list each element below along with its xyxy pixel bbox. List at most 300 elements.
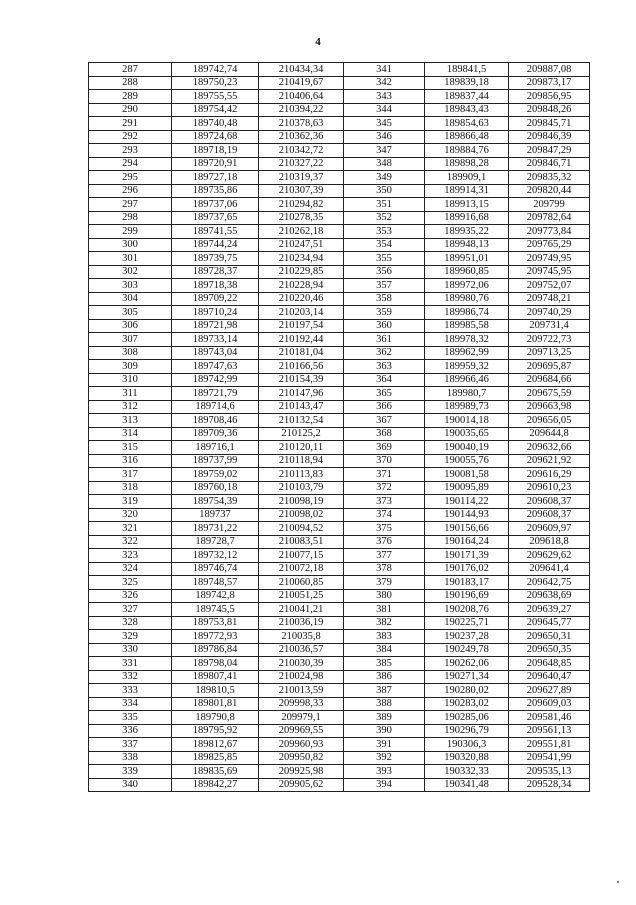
point-number-cell: 387 bbox=[344, 684, 425, 698]
y-coordinate-cell: 209638,69 bbox=[509, 589, 590, 603]
x-coordinate-cell: 189854,63 bbox=[425, 117, 509, 131]
y-coordinate-cell: 209644,8 bbox=[509, 427, 590, 441]
point-number-cell: 385 bbox=[344, 657, 425, 671]
point-number-cell: 306 bbox=[89, 319, 172, 333]
table-row bbox=[89, 427, 590, 441]
x-coordinate-cell: 189735,86 bbox=[172, 184, 259, 198]
y-coordinate-cell: 210419,67 bbox=[259, 76, 344, 90]
point-number-cell: 309 bbox=[89, 360, 172, 374]
y-coordinate-cell: 209835,32 bbox=[509, 171, 590, 185]
x-coordinate-cell: 190081,58 bbox=[425, 468, 509, 482]
y-coordinate-cell: 210197,54 bbox=[259, 319, 344, 333]
y-coordinate-cell: 210166,56 bbox=[259, 360, 344, 374]
y-coordinate-cell: 209551,81 bbox=[509, 738, 590, 752]
x-coordinate-cell: 189914,31 bbox=[425, 184, 509, 198]
x-coordinate-cell: 189724,68 bbox=[172, 130, 259, 144]
table-row bbox=[89, 360, 590, 374]
x-coordinate-cell: 189710,24 bbox=[172, 306, 259, 320]
x-coordinate-cell: 189959,32 bbox=[425, 360, 509, 374]
point-number-cell: 335 bbox=[89, 711, 172, 725]
point-number-cell: 288 bbox=[89, 76, 172, 90]
y-coordinate-cell: 210342,72 bbox=[259, 144, 344, 158]
x-coordinate-cell: 189835,69 bbox=[172, 765, 259, 779]
point-number-cell: 333 bbox=[89, 684, 172, 698]
point-number-cell: 380 bbox=[344, 589, 425, 603]
table-row bbox=[89, 468, 590, 482]
y-coordinate-cell: 209610,23 bbox=[509, 481, 590, 495]
x-coordinate-cell: 189744,24 bbox=[172, 238, 259, 252]
x-coordinate-cell: 189978,32 bbox=[425, 333, 509, 347]
x-coordinate-cell: 189716,1 bbox=[172, 441, 259, 455]
point-number-cell: 370 bbox=[344, 454, 425, 468]
y-coordinate-cell: 209752,07 bbox=[509, 279, 590, 293]
table-row bbox=[89, 616, 590, 630]
x-coordinate-cell: 189884,76 bbox=[425, 144, 509, 158]
y-coordinate-cell: 209749,95 bbox=[509, 252, 590, 266]
x-coordinate-cell: 189720,91 bbox=[172, 157, 259, 171]
point-number-cell: 360 bbox=[344, 319, 425, 333]
point-number-cell: 320 bbox=[89, 508, 172, 522]
table-row bbox=[89, 576, 590, 590]
x-coordinate-cell: 190280,02 bbox=[425, 684, 509, 698]
x-coordinate-cell: 189772,93 bbox=[172, 630, 259, 644]
point-number-cell: 321 bbox=[89, 522, 172, 536]
point-number-cell: 353 bbox=[344, 225, 425, 239]
point-number-cell: 326 bbox=[89, 589, 172, 603]
x-coordinate-cell: 189742,74 bbox=[172, 63, 259, 77]
y-coordinate-cell: 209846,71 bbox=[509, 157, 590, 171]
x-coordinate-cell: 190014,18 bbox=[425, 414, 509, 428]
point-number-cell: 329 bbox=[89, 630, 172, 644]
x-coordinate-cell: 189951,01 bbox=[425, 252, 509, 266]
table-row bbox=[89, 711, 590, 725]
x-coordinate-cell: 189790,8 bbox=[172, 711, 259, 725]
y-coordinate-cell: 210072,18 bbox=[259, 562, 344, 576]
point-number-cell: 366 bbox=[344, 400, 425, 414]
x-coordinate-cell: 190341,48 bbox=[425, 778, 509, 792]
point-number-cell: 296 bbox=[89, 184, 172, 198]
table-row bbox=[89, 643, 590, 657]
x-coordinate-cell: 190176,02 bbox=[425, 562, 509, 576]
x-coordinate-cell: 189748,57 bbox=[172, 576, 259, 590]
y-coordinate-cell: 209609,97 bbox=[509, 522, 590, 536]
x-coordinate-cell: 189839,18 bbox=[425, 76, 509, 90]
x-coordinate-cell: 190035,65 bbox=[425, 427, 509, 441]
point-number-cell: 341 bbox=[344, 63, 425, 77]
y-coordinate-cell: 210147,96 bbox=[259, 387, 344, 401]
x-coordinate-cell: 189810,5 bbox=[172, 684, 259, 698]
x-coordinate-cell: 189737,06 bbox=[172, 198, 259, 212]
table-row bbox=[89, 346, 590, 360]
x-coordinate-cell: 189972,06 bbox=[425, 279, 509, 293]
table-row bbox=[89, 657, 590, 671]
point-number-cell: 361 bbox=[344, 333, 425, 347]
table-row bbox=[89, 508, 590, 522]
x-coordinate-cell: 189795,92 bbox=[172, 724, 259, 738]
y-coordinate-cell: 209695,87 bbox=[509, 360, 590, 374]
table-row bbox=[89, 76, 590, 90]
point-number-cell: 323 bbox=[89, 549, 172, 563]
point-number-cell: 369 bbox=[344, 441, 425, 455]
y-coordinate-cell: 210327,22 bbox=[259, 157, 344, 171]
y-coordinate-cell: 209873,17 bbox=[509, 76, 590, 90]
y-coordinate-cell: 209846,39 bbox=[509, 130, 590, 144]
point-number-cell: 289 bbox=[89, 90, 172, 104]
y-coordinate-cell: 210132,54 bbox=[259, 414, 344, 428]
x-coordinate-cell: 189986,74 bbox=[425, 306, 509, 320]
y-coordinate-cell: 209969,55 bbox=[259, 724, 344, 738]
table-row bbox=[89, 697, 590, 711]
y-coordinate-cell: 209847,29 bbox=[509, 144, 590, 158]
table-row bbox=[89, 198, 590, 212]
y-coordinate-cell: 209608,37 bbox=[509, 508, 590, 522]
y-coordinate-cell: 209656,05 bbox=[509, 414, 590, 428]
y-coordinate-cell: 209740,29 bbox=[509, 306, 590, 320]
point-number-cell: 307 bbox=[89, 333, 172, 347]
point-number-cell: 382 bbox=[344, 616, 425, 630]
x-coordinate-cell: 189714,6 bbox=[172, 400, 259, 414]
y-coordinate-cell: 209632,66 bbox=[509, 441, 590, 455]
y-coordinate-cell: 210203,14 bbox=[259, 306, 344, 320]
point-number-cell: 301 bbox=[89, 252, 172, 266]
point-number-cell: 383 bbox=[344, 630, 425, 644]
point-number-cell: 319 bbox=[89, 495, 172, 509]
y-coordinate-cell: 209648,85 bbox=[509, 657, 590, 671]
table-row bbox=[89, 171, 590, 185]
y-coordinate-cell: 210125,2 bbox=[259, 427, 344, 441]
x-coordinate-cell: 190237,28 bbox=[425, 630, 509, 644]
point-number-cell: 357 bbox=[344, 279, 425, 293]
y-coordinate-cell: 209856,95 bbox=[509, 90, 590, 104]
y-coordinate-cell: 209799 bbox=[509, 198, 590, 212]
table-row bbox=[89, 265, 590, 279]
y-coordinate-cell: 209731,4 bbox=[509, 319, 590, 333]
table-row bbox=[89, 292, 590, 306]
y-coordinate-cell: 209616,29 bbox=[509, 468, 590, 482]
x-coordinate-cell: 189801,81 bbox=[172, 697, 259, 711]
table-row bbox=[89, 387, 590, 401]
table-row bbox=[89, 157, 590, 171]
y-coordinate-cell: 209639,27 bbox=[509, 603, 590, 617]
x-coordinate-cell: 189721,98 bbox=[172, 319, 259, 333]
x-coordinate-cell: 190285,06 bbox=[425, 711, 509, 725]
y-coordinate-cell: 209629,62 bbox=[509, 549, 590, 563]
point-number-cell: 352 bbox=[344, 211, 425, 225]
x-coordinate-cell: 189962,99 bbox=[425, 346, 509, 360]
table-row bbox=[89, 603, 590, 617]
y-coordinate-cell: 209650,31 bbox=[509, 630, 590, 644]
point-number-cell: 298 bbox=[89, 211, 172, 225]
point-number-cell: 308 bbox=[89, 346, 172, 360]
x-coordinate-cell: 189916,68 bbox=[425, 211, 509, 225]
point-number-cell: 392 bbox=[344, 751, 425, 765]
x-coordinate-cell: 189842,27 bbox=[172, 778, 259, 792]
y-coordinate-cell: 210143,47 bbox=[259, 400, 344, 414]
x-coordinate-cell: 189966,46 bbox=[425, 373, 509, 387]
y-coordinate-cell: 210220,46 bbox=[259, 292, 344, 306]
y-coordinate-cell: 209609,03 bbox=[509, 697, 590, 711]
point-number-cell: 359 bbox=[344, 306, 425, 320]
y-coordinate-cell: 209748,21 bbox=[509, 292, 590, 306]
y-coordinate-cell: 209684,66 bbox=[509, 373, 590, 387]
x-coordinate-cell: 189731,22 bbox=[172, 522, 259, 536]
x-coordinate-cell: 189733,14 bbox=[172, 333, 259, 347]
y-coordinate-cell: 210036,57 bbox=[259, 643, 344, 657]
x-coordinate-cell: 190055,76 bbox=[425, 454, 509, 468]
table-row bbox=[89, 225, 590, 239]
y-coordinate-cell: 209535,13 bbox=[509, 765, 590, 779]
table-row bbox=[89, 630, 590, 644]
point-number-cell: 384 bbox=[344, 643, 425, 657]
y-coordinate-cell: 210307,39 bbox=[259, 184, 344, 198]
x-coordinate-cell: 190262,06 bbox=[425, 657, 509, 671]
point-number-cell: 348 bbox=[344, 157, 425, 171]
y-coordinate-cell: 210229,85 bbox=[259, 265, 344, 279]
point-number-cell: 393 bbox=[344, 765, 425, 779]
x-coordinate-cell: 190320,88 bbox=[425, 751, 509, 765]
point-number-cell: 358 bbox=[344, 292, 425, 306]
point-number-cell: 317 bbox=[89, 468, 172, 482]
point-number-cell: 350 bbox=[344, 184, 425, 198]
y-coordinate-cell: 210094,52 bbox=[259, 522, 344, 536]
table-row bbox=[89, 252, 590, 266]
y-coordinate-cell: 209541,99 bbox=[509, 751, 590, 765]
point-number-cell: 325 bbox=[89, 576, 172, 590]
y-coordinate-cell: 209773,84 bbox=[509, 225, 590, 239]
page-number: 4 bbox=[315, 36, 321, 48]
point-number-cell: 313 bbox=[89, 414, 172, 428]
x-coordinate-cell: 189746,74 bbox=[172, 562, 259, 576]
point-number-cell: 386 bbox=[344, 670, 425, 684]
y-coordinate-cell: 210035,8 bbox=[259, 630, 344, 644]
table-row bbox=[89, 103, 590, 117]
table-row bbox=[89, 549, 590, 563]
x-coordinate-cell: 189737,65 bbox=[172, 211, 259, 225]
x-coordinate-cell: 189737,99 bbox=[172, 454, 259, 468]
point-number-cell: 367 bbox=[344, 414, 425, 428]
x-coordinate-cell: 189753,81 bbox=[172, 616, 259, 630]
y-coordinate-cell: 209618,8 bbox=[509, 535, 590, 549]
point-number-cell: 355 bbox=[344, 252, 425, 266]
x-coordinate-cell: 190114,22 bbox=[425, 495, 509, 509]
x-coordinate-cell: 189841,5 bbox=[425, 63, 509, 77]
table-row bbox=[89, 117, 590, 131]
x-coordinate-cell: 189750,23 bbox=[172, 76, 259, 90]
table-row bbox=[89, 414, 590, 428]
x-coordinate-cell: 189935,22 bbox=[425, 225, 509, 239]
x-coordinate-cell: 189732,12 bbox=[172, 549, 259, 563]
x-coordinate-cell: 189980,76 bbox=[425, 292, 509, 306]
y-coordinate-cell: 210051,25 bbox=[259, 589, 344, 603]
y-coordinate-cell: 209581,46 bbox=[509, 711, 590, 725]
x-coordinate-cell: 189754,42 bbox=[172, 103, 259, 117]
y-coordinate-cell: 210024,98 bbox=[259, 670, 344, 684]
x-coordinate-cell: 189728,7 bbox=[172, 535, 259, 549]
y-coordinate-cell: 210154,39 bbox=[259, 373, 344, 387]
y-coordinate-cell: 209848,26 bbox=[509, 103, 590, 117]
point-number-cell: 362 bbox=[344, 346, 425, 360]
y-coordinate-cell: 210406,64 bbox=[259, 90, 344, 104]
point-number-cell: 331 bbox=[89, 657, 172, 671]
y-coordinate-cell: 209645,77 bbox=[509, 616, 590, 630]
y-coordinate-cell: 210113,83 bbox=[259, 468, 344, 482]
point-number-cell: 342 bbox=[344, 76, 425, 90]
y-coordinate-cell: 210013,59 bbox=[259, 684, 344, 698]
x-coordinate-cell: 189807,41 bbox=[172, 670, 259, 684]
x-coordinate-cell: 189843,43 bbox=[425, 103, 509, 117]
point-number-cell: 391 bbox=[344, 738, 425, 752]
x-coordinate-cell: 190095,89 bbox=[425, 481, 509, 495]
x-coordinate-cell: 190283,02 bbox=[425, 697, 509, 711]
y-coordinate-cell: 209650,35 bbox=[509, 643, 590, 657]
point-number-cell: 377 bbox=[344, 549, 425, 563]
point-number-cell: 390 bbox=[344, 724, 425, 738]
x-coordinate-cell: 189742,8 bbox=[172, 589, 259, 603]
point-number-cell: 347 bbox=[344, 144, 425, 158]
y-coordinate-cell: 210434,34 bbox=[259, 63, 344, 77]
point-number-cell: 334 bbox=[89, 697, 172, 711]
y-coordinate-cell: 209960,93 bbox=[259, 738, 344, 752]
y-coordinate-cell: 209675,59 bbox=[509, 387, 590, 401]
point-number-cell: 376 bbox=[344, 535, 425, 549]
point-number-cell: 373 bbox=[344, 495, 425, 509]
y-coordinate-cell: 209845,71 bbox=[509, 117, 590, 131]
point-number-cell: 312 bbox=[89, 400, 172, 414]
point-number-cell: 310 bbox=[89, 373, 172, 387]
y-coordinate-cell: 210083,51 bbox=[259, 535, 344, 549]
y-coordinate-cell: 210228,94 bbox=[259, 279, 344, 293]
point-number-cell: 302 bbox=[89, 265, 172, 279]
x-coordinate-cell: 189948,13 bbox=[425, 238, 509, 252]
table-row bbox=[89, 130, 590, 144]
y-coordinate-cell: 210118,94 bbox=[259, 454, 344, 468]
x-coordinate-cell: 189980,7 bbox=[425, 387, 509, 401]
x-coordinate-cell: 189742,99 bbox=[172, 373, 259, 387]
point-number-cell: 291 bbox=[89, 117, 172, 131]
table-row bbox=[89, 589, 590, 603]
point-number-cell: 316 bbox=[89, 454, 172, 468]
y-coordinate-cell: 209905,62 bbox=[259, 778, 344, 792]
y-coordinate-cell: 209925,98 bbox=[259, 765, 344, 779]
y-coordinate-cell: 210362,36 bbox=[259, 130, 344, 144]
point-number-cell: 389 bbox=[344, 711, 425, 725]
table-row bbox=[89, 211, 590, 225]
x-coordinate-cell: 189721,79 bbox=[172, 387, 259, 401]
table-row bbox=[89, 454, 590, 468]
y-coordinate-cell: 210378,63 bbox=[259, 117, 344, 131]
table-row bbox=[89, 400, 590, 414]
y-coordinate-cell: 210247,51 bbox=[259, 238, 344, 252]
x-coordinate-cell: 190306,3 bbox=[425, 738, 509, 752]
y-coordinate-cell: 209640,47 bbox=[509, 670, 590, 684]
y-coordinate-cell: 210036,19 bbox=[259, 616, 344, 630]
x-coordinate-cell: 189798,04 bbox=[172, 657, 259, 671]
table-row bbox=[89, 144, 590, 158]
table-row bbox=[89, 441, 590, 455]
y-coordinate-cell: 209621,92 bbox=[509, 454, 590, 468]
table-row bbox=[89, 751, 590, 765]
y-coordinate-cell: 209979,1 bbox=[259, 711, 344, 725]
x-coordinate-cell: 189745,5 bbox=[172, 603, 259, 617]
point-number-cell: 372 bbox=[344, 481, 425, 495]
point-number-cell: 363 bbox=[344, 360, 425, 374]
table-row bbox=[89, 184, 590, 198]
x-coordinate-cell: 189909,1 bbox=[425, 171, 509, 185]
table-row bbox=[89, 238, 590, 252]
y-coordinate-cell: 209663,98 bbox=[509, 400, 590, 414]
point-number-cell: 349 bbox=[344, 171, 425, 185]
point-number-cell: 364 bbox=[344, 373, 425, 387]
x-coordinate-cell: 189728,37 bbox=[172, 265, 259, 279]
x-coordinate-cell: 189718,38 bbox=[172, 279, 259, 293]
point-number-cell: 356 bbox=[344, 265, 425, 279]
table-row bbox=[89, 279, 590, 293]
point-number-cell: 330 bbox=[89, 643, 172, 657]
y-coordinate-cell: 209722,73 bbox=[509, 333, 590, 347]
y-coordinate-cell: 209608,37 bbox=[509, 495, 590, 509]
y-coordinate-cell: 210192,44 bbox=[259, 333, 344, 347]
x-coordinate-cell: 189743,04 bbox=[172, 346, 259, 360]
table-row bbox=[89, 765, 590, 779]
x-coordinate-cell: 189960,85 bbox=[425, 265, 509, 279]
table-row bbox=[89, 684, 590, 698]
coordinates-table bbox=[88, 62, 590, 792]
x-coordinate-cell: 190271,34 bbox=[425, 670, 509, 684]
y-coordinate-cell: 210030,39 bbox=[259, 657, 344, 671]
x-coordinate-cell: 190040,19 bbox=[425, 441, 509, 455]
point-number-cell: 374 bbox=[344, 508, 425, 522]
y-coordinate-cell: 209745,95 bbox=[509, 265, 590, 279]
point-number-cell: 351 bbox=[344, 198, 425, 212]
x-coordinate-cell: 190144,93 bbox=[425, 508, 509, 522]
point-number-cell: 343 bbox=[344, 90, 425, 104]
point-number-cell: 292 bbox=[89, 130, 172, 144]
x-coordinate-cell: 189759,02 bbox=[172, 468, 259, 482]
point-number-cell: 300 bbox=[89, 238, 172, 252]
y-coordinate-cell: 210098,02 bbox=[259, 508, 344, 522]
y-coordinate-cell: 209642,75 bbox=[509, 576, 590, 590]
x-coordinate-cell: 189754,39 bbox=[172, 495, 259, 509]
y-coordinate-cell: 210294,82 bbox=[259, 198, 344, 212]
point-number-cell: 375 bbox=[344, 522, 425, 536]
point-number-cell: 332 bbox=[89, 670, 172, 684]
y-coordinate-cell: 210319,37 bbox=[259, 171, 344, 185]
x-coordinate-cell: 189739,75 bbox=[172, 252, 259, 266]
point-number-cell: 324 bbox=[89, 562, 172, 576]
x-coordinate-cell: 189740,48 bbox=[172, 117, 259, 131]
point-number-cell: 315 bbox=[89, 441, 172, 455]
y-coordinate-cell: 209887,08 bbox=[509, 63, 590, 77]
x-coordinate-cell: 190196,69 bbox=[425, 589, 509, 603]
point-number-cell: 294 bbox=[89, 157, 172, 171]
y-coordinate-cell: 209782,64 bbox=[509, 211, 590, 225]
x-coordinate-cell: 190332,33 bbox=[425, 765, 509, 779]
x-coordinate-cell: 189989,73 bbox=[425, 400, 509, 414]
x-coordinate-cell: 189708,46 bbox=[172, 414, 259, 428]
point-number-cell: 303 bbox=[89, 279, 172, 293]
point-number-cell: 378 bbox=[344, 562, 425, 576]
point-number-cell: 327 bbox=[89, 603, 172, 617]
y-coordinate-cell: 209713,25 bbox=[509, 346, 590, 360]
point-number-cell: 381 bbox=[344, 603, 425, 617]
point-number-cell: 287 bbox=[89, 63, 172, 77]
point-number-cell: 337 bbox=[89, 738, 172, 752]
y-coordinate-cell: 210041,21 bbox=[259, 603, 344, 617]
point-number-cell: 322 bbox=[89, 535, 172, 549]
y-coordinate-cell: 210278,35 bbox=[259, 211, 344, 225]
table-row bbox=[89, 778, 590, 792]
y-coordinate-cell: 209998,33 bbox=[259, 697, 344, 711]
